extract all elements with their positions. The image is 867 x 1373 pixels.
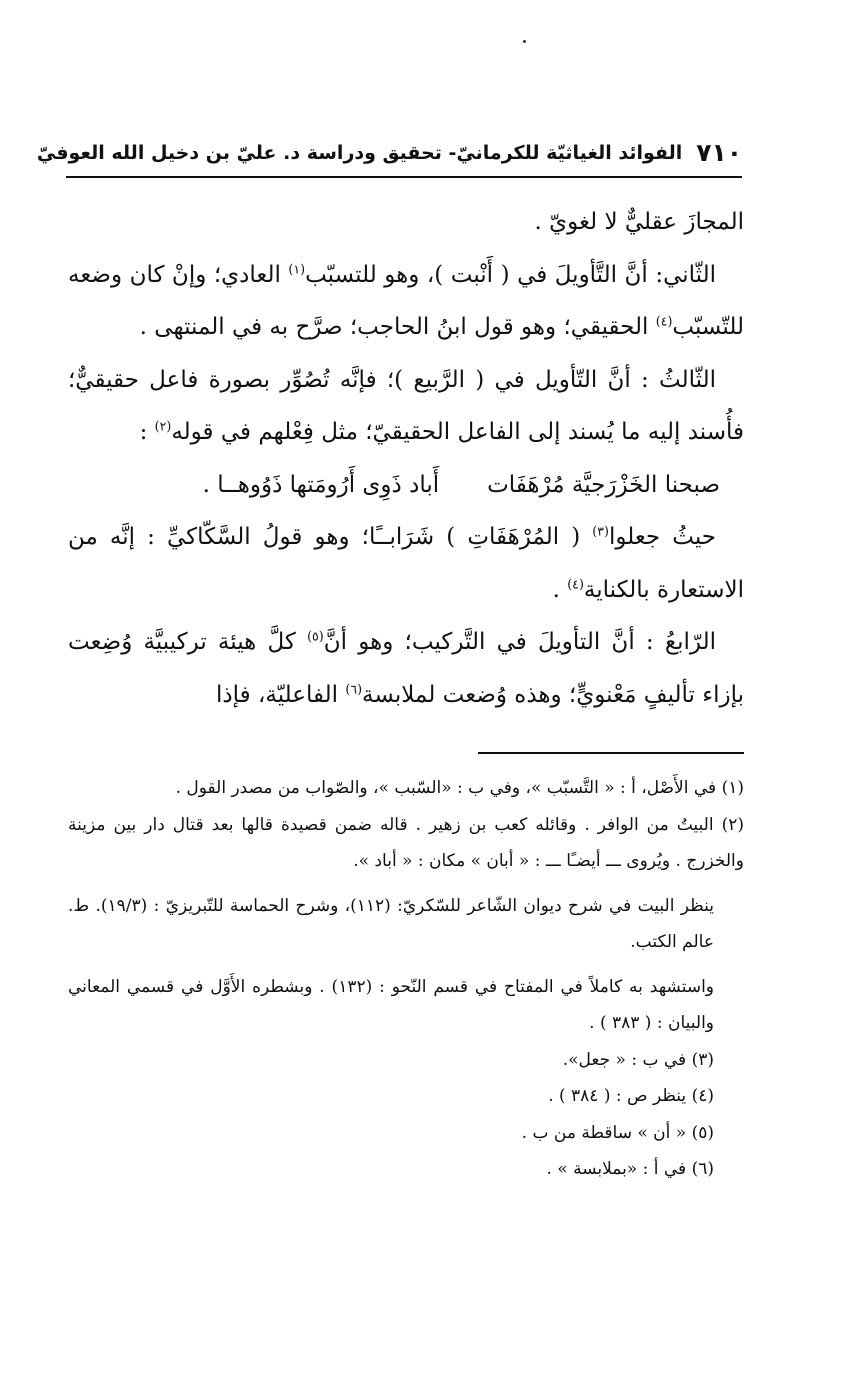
verse-second-hemistich: أَباد ذَوِى أَرُومَتها ذَوُوهــا .: [202, 471, 440, 498]
ink-speck: [523, 40, 526, 43]
running-header: [36, 138, 742, 167]
footnotes: [68, 770, 744, 1188]
main-text: [68, 196, 744, 721]
footnote-ref: (٣): [592, 523, 609, 539]
footnote-4: (٤) ينظر ص : ( ٣٨٤ ) .: [548, 1086, 714, 1106]
footnote-2-reference: ينظر البيت في شرح ديوان الشّاعر للسّكريّ: (١١٢)، وشرح الحماسة للتّبريزيّ : (١٩/٣). ط. عالم الكتب.: [68, 895, 714, 952]
footnote-ref: (٦): [345, 680, 363, 696]
footnote-1: (١) في الأَصْل، أ : « التَّسبّب »، وفي ب : «السّبب »، والصّواب من مصدر القول .: [175, 778, 744, 798]
footnote-ref: (٢): [154, 418, 172, 434]
paragraph-3: الثّالثُ : أنَّ التّأويل في ( الرَّبيع )؛ فإنَّه تُصُوِّر بصورة فاعل حقيقيٌّ؛ فأُسند إليه ما يُسند إلى الفاعل الحقيقيّ؛ مثل فِعْلهم في قوله$^{(٢)}$ :: [68, 366, 744, 445]
paragraph-5: الرّابعُ : أنَّ التأويلَ في التَّركيب؛ وهو أنَّ$^{(٥)}$ كلَّ هيئة تركيبيَّة وُضِعت بإزاء تأليفٍ مَعْنويٍّ؛ وهذه وُضعت لملابسة$^{(٦)}$ الفاعليّة، فإذا: [68, 628, 744, 708]
verse-first-hemistich: صبحنا الخَزْرَجيَّة مُرْهَفَات: [487, 471, 720, 498]
poetry-verse: [68, 459, 744, 512]
footnote-6: (٦) في أ : «بملابسة » .: [546, 1159, 714, 1179]
footnote-5: (٥) « أن » ساقطة من ب .: [521, 1122, 714, 1143]
footnote-2: (٢) البيتُ من الوافر . وقائله كعب بن زهير . قاله ضمن قصيدة قالها بعد قتال دار بين مزينة والخزرج . ويُروى ـــ أيضـًا ـــ : « أبان » مكان : « أباد ».: [68, 814, 744, 871]
page-number: ٧١٠: [696, 138, 742, 167]
footnote-ref: (٤): [655, 313, 673, 329]
footnote-ref: (٤): [567, 575, 584, 591]
footnote-rule: [478, 752, 744, 754]
footnote-ref: (١): [288, 260, 306, 276]
footnote-2-citation: واستشهد به كاملاً في المفتاح في قسم النّحو : (١٣٢) . وبشطره الأَوَّل في قسمي المعاني والبيان : ( ٣٨٣ ) .: [68, 976, 714, 1033]
header-rule: [66, 176, 742, 178]
paragraph-2: الثّاني: أنَّ التَّأويلَ في ( أَنْبت )، وهو للتسبّب$^{(١)}$ العادي؛ وإنْ كان وضعه للتّسبّب$^{(٤)}$ الحقيقي؛ وهو قول ابنُ الحاجب؛ صرَّح به في المنتهى .: [68, 260, 744, 340]
footnote-ref: (٥): [307, 628, 324, 644]
footnote-3: (٣) في ب : « جعل».: [562, 1049, 714, 1070]
paragraph-4: حيثُ جعلوا$^{(٣)}$ ( المُرْهَفَاتِ ) شَرَابــًا؛ وهو قولُ السَّكّاكيِّ : إنَّه من الاستعارة بالكناية$^{(٤)}$ .: [68, 523, 744, 603]
paragraph-1: المجازَ عقليٌّ لا لغويّ .: [534, 209, 744, 235]
running-title: الفوائد الغياثيّة للكرمانيّ- تحقيق ودراسة د. عليّ بن دخيل الله العوفيّ: [36, 141, 683, 164]
